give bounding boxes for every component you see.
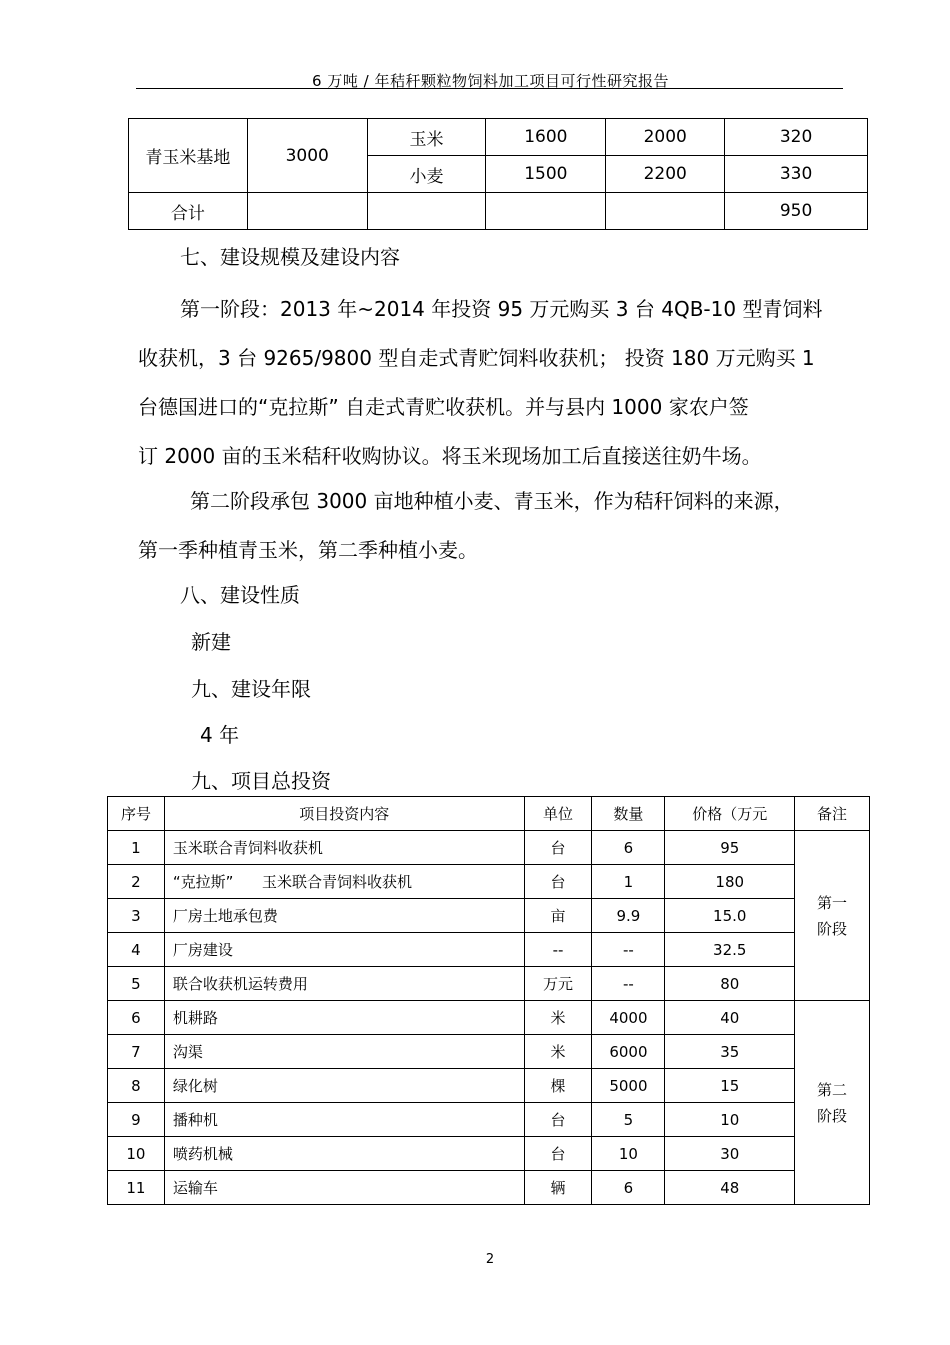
- stage-1-note: 第一 阶段: [795, 831, 870, 1001]
- row-price: 15.0: [665, 899, 795, 933]
- row-price: 48: [665, 1171, 795, 1205]
- table-row: [108, 1035, 870, 1069]
- table-row: [108, 865, 870, 899]
- row-qty: 5: [592, 1103, 665, 1137]
- table-row: [108, 831, 870, 865]
- paragraph-line: 收获机，3 台 9265/9800 型自走式青贮饲料收获机； 投资 180 万元购买 1: [138, 346, 815, 370]
- row-content: 播种机: [164, 1103, 524, 1137]
- row-price: 35: [665, 1035, 795, 1069]
- row-qty: 6000: [592, 1035, 665, 1069]
- section-9-value: 4 年: [200, 723, 240, 747]
- row-price: 32.5: [665, 933, 795, 967]
- crop-base-table: [128, 118, 868, 230]
- report-header-title: 6 万吨 / 年秸秆颗粒物饲料加工项目可行性研究报告: [312, 72, 669, 90]
- row-price: 15: [665, 1069, 795, 1103]
- crop-cell: 玉米: [367, 119, 486, 156]
- value-cell: 1500: [486, 156, 606, 193]
- header-note: 备注: [795, 797, 870, 831]
- page-number: 2: [485, 1252, 495, 1267]
- table-row: [108, 1069, 870, 1103]
- row-price: 80: [665, 967, 795, 1001]
- base-name-cell: 青玉米基地: [129, 119, 248, 193]
- table-row: [108, 1137, 870, 1171]
- table-row: [108, 1171, 870, 1205]
- row-qty: --: [592, 933, 665, 967]
- row-price: 180: [665, 865, 795, 899]
- table-row: [108, 899, 870, 933]
- header-content: 项目投资内容: [164, 797, 524, 831]
- paragraph-line: 台德国进口的“克拉斯” 自走式青贮收获机。并与县内 1000 家农户签: [138, 395, 749, 419]
- row-qty: 10: [592, 1137, 665, 1171]
- section-10-title: 九、项目总投资: [191, 769, 331, 793]
- section-9-title: 九、建设年限: [191, 677, 311, 701]
- row-no: 10: [108, 1137, 165, 1171]
- row-unit: --: [524, 933, 592, 967]
- stage-2-note: 第二 阶段: [795, 1001, 870, 1205]
- header-unit: 单位: [524, 797, 592, 831]
- header-no: 序号: [108, 797, 165, 831]
- empty-cell: [367, 193, 486, 230]
- section-7-paragraph-2: [138, 477, 843, 575]
- row-no: 11: [108, 1171, 165, 1205]
- row-no: 9: [108, 1103, 165, 1137]
- total-value-cell: 950: [725, 193, 868, 230]
- header-rule: [136, 88, 843, 89]
- section-8-value: 新建: [191, 630, 231, 654]
- paragraph-line: 第二阶段承包 3000 亩地种植小麦、青玉米，作为秸秆饲料的来源，: [190, 489, 794, 513]
- empty-cell: [247, 193, 367, 230]
- investment-table: [107, 796, 870, 1205]
- row-unit: 万元: [524, 967, 592, 1001]
- row-unit: 棵: [524, 1069, 592, 1103]
- row-unit: 台: [524, 865, 592, 899]
- header-qty: 数量: [592, 797, 665, 831]
- section-8-title: 八、建设性质: [180, 583, 300, 607]
- paragraph-line: 第一阶段：2013 年~2014 年投资 95 万元购买 3 台 4QB-10 型青饲料: [180, 297, 823, 321]
- table-row: [129, 119, 868, 156]
- row-content: 机耕路: [164, 1001, 524, 1035]
- base-area-cell: 3000: [247, 119, 367, 193]
- row-unit: 亩: [524, 899, 592, 933]
- row-qty: 6: [592, 1171, 665, 1205]
- row-content: 联合收获机运转费用: [164, 967, 524, 1001]
- table-row: [129, 193, 868, 230]
- row-content: 玉米联合青饲料收获机: [164, 831, 524, 865]
- empty-cell: [486, 193, 606, 230]
- empty-cell: [606, 193, 725, 230]
- row-no: 3: [108, 899, 165, 933]
- row-price: 30: [665, 1137, 795, 1171]
- row-unit: 台: [524, 831, 592, 865]
- row-content: 绿化树: [164, 1069, 524, 1103]
- row-unit: 台: [524, 1137, 592, 1171]
- row-unit: 辆: [524, 1171, 592, 1205]
- value-cell: 1600: [486, 119, 606, 156]
- row-qty: 1: [592, 865, 665, 899]
- row-no: 7: [108, 1035, 165, 1069]
- value-cell: 2200: [606, 156, 725, 193]
- value-cell: 320: [725, 119, 868, 156]
- total-label-cell: 合计: [129, 193, 248, 230]
- table-row: [108, 1103, 870, 1137]
- row-unit: 米: [524, 1035, 592, 1069]
- section-7-paragraph-1: [138, 285, 843, 481]
- row-no: 2: [108, 865, 165, 899]
- row-qty: 4000: [592, 1001, 665, 1035]
- table-header-row: [108, 797, 870, 831]
- row-qty: 9.9: [592, 899, 665, 933]
- row-price: 40: [665, 1001, 795, 1035]
- row-no: 1: [108, 831, 165, 865]
- row-no: 4: [108, 933, 165, 967]
- row-no: 6: [108, 1001, 165, 1035]
- row-price: 95: [665, 831, 795, 865]
- row-content: 沟渠: [164, 1035, 524, 1069]
- value-cell: 2000: [606, 119, 725, 156]
- table-row: [108, 1001, 870, 1035]
- row-content: “克拉斯” 玉米联合青饲料收获机: [164, 865, 524, 899]
- value-cell: 330: [725, 156, 868, 193]
- row-unit: 米: [524, 1001, 592, 1035]
- row-unit: 台: [524, 1103, 592, 1137]
- crop-cell: 小麦: [367, 156, 486, 193]
- section-7-title: 七、建设规模及建设内容: [180, 245, 400, 269]
- row-content: 厂房建设: [164, 933, 524, 967]
- row-content: 厂房土地承包费: [164, 899, 524, 933]
- paragraph-line: 订 2000 亩的玉米秸秆收购协议。将玉米现场加工后直接送往奶牛场。: [138, 444, 762, 468]
- row-price: 10: [665, 1103, 795, 1137]
- row-qty: 6: [592, 831, 665, 865]
- row-content: 运输车: [164, 1171, 524, 1205]
- row-qty: --: [592, 967, 665, 1001]
- row-content: 喷药机械: [164, 1137, 524, 1171]
- paragraph-line: 第一季种植青玉米，第二季种植小麦。: [138, 538, 478, 562]
- header-price: 价格（万元: [665, 797, 795, 831]
- row-no: 5: [108, 967, 165, 1001]
- row-no: 8: [108, 1069, 165, 1103]
- table-row: [108, 967, 870, 1001]
- row-qty: 5000: [592, 1069, 665, 1103]
- table-row: [108, 933, 870, 967]
